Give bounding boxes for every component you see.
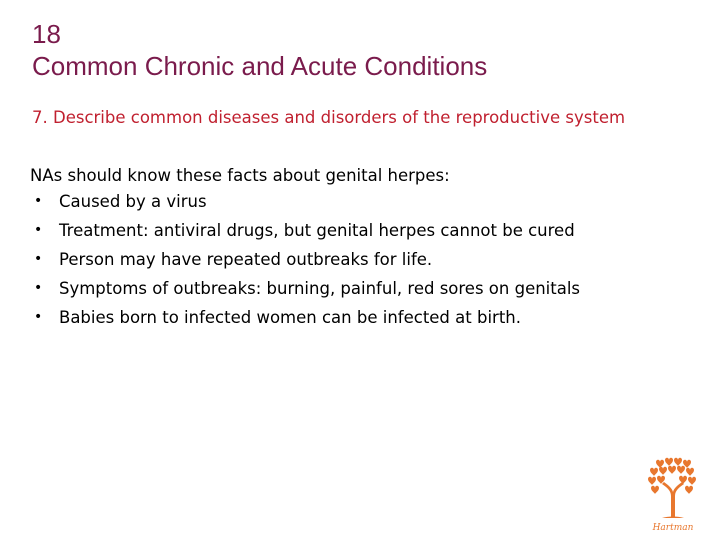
slide-title bbox=[32, 18, 692, 82]
bullet-icon: • bbox=[34, 309, 43, 325]
list-item bbox=[30, 277, 700, 300]
list-item-text: Treatment: antiviral drugs, but genital herpes cannot be cured bbox=[59, 221, 575, 240]
list-item bbox=[30, 219, 700, 242]
list-item-text: Symptoms of outbreaks: burning, painful, red sores on genitals bbox=[59, 279, 581, 298]
logo-text: Hartman bbox=[652, 523, 694, 533]
bullet-list bbox=[30, 190, 700, 329]
bullet-icon: • bbox=[34, 251, 43, 267]
learning-objective: 7. Describe common diseases and disorders of the reproductive system bbox=[32, 108, 626, 127]
bullet-icon: • bbox=[34, 222, 43, 238]
publisher-logo bbox=[640, 456, 706, 534]
list-item bbox=[30, 306, 700, 329]
list-item-text: Babies born to infected women can be infected at birth. bbox=[59, 308, 521, 327]
chapter-number: 18 bbox=[32, 19, 61, 49]
slide-body bbox=[30, 164, 700, 335]
chapter-title: Common Chronic and Acute Conditions bbox=[32, 51, 488, 81]
bullet-icon: • bbox=[34, 280, 43, 296]
bullet-icon: • bbox=[34, 193, 43, 209]
list-item bbox=[30, 248, 700, 271]
list-item bbox=[30, 190, 700, 213]
heart-tree-icon bbox=[640, 456, 706, 534]
intro-text: NAs should know these facts about genital herpes: bbox=[30, 166, 450, 185]
list-item-text: Person may have repeated outbreaks for life. bbox=[59, 250, 433, 269]
list-item-text: Caused by a virus bbox=[59, 192, 207, 211]
